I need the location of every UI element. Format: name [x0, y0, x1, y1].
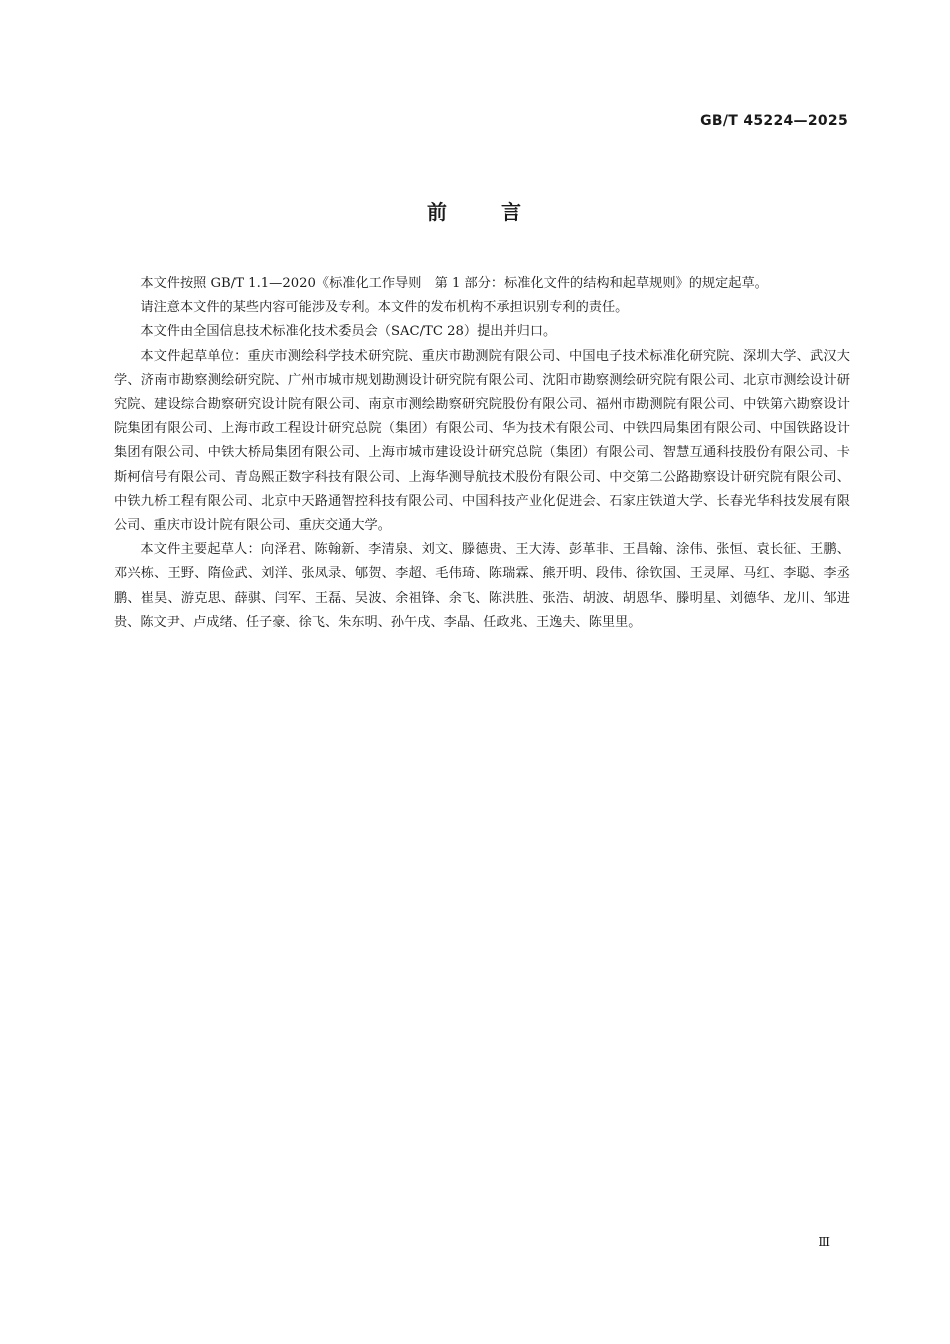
foreword-body [114, 272, 850, 635]
paragraph-drafters: 本文件主要起草人：向泽君、陈翰新、李清泉、刘文、滕德贵、王大涛、彭革非、王昌翰、涂伟、张恒、袁长征、王鹏、邓兴栋、王野、隋俭武、刘洋、张凤录、郇贺、李超、毛伟琦、陈瑞霖、熊开明、段伟、徐钦国、王灵犀、马红、李聪、李丞鹏、崔昊、游克思、薛骐、闫军、王磊、吴波、余祖锋、余飞、陈洪胜、张浩、胡波、胡恩华、滕明星、刘德华、龙川、邹进贵、陈文尹、卢成绪、任子豪、徐飞、朱东明、孙午戌、李晶、任政兆、王逸夫、陈里里。 [114, 542, 850, 630]
title-char-2: 言 [501, 200, 523, 224]
page-number: Ⅲ [818, 1235, 830, 1249]
page-title [0, 196, 950, 225]
paragraph-drafting-organizations: 本文件起草单位：重庆市测绘科学技术研究院、重庆市勘测院有限公司、中国电子技术标准化研究院、深圳大学、武汉大学、济南市勘察测绘研究院、广州市城市规划勘测设计研究院有限公司、沈阳市勘察测绘研究院有限公司、北京市测绘设计研究院、建设综合勘察研究设计院有限公司、南京市测绘勘察研究院股份有限公司、福州市勘测院有限公司、中铁第六勘察设计院集团有限公司、上海市政工程设计研究总院（集团）有限公司、华为技术有限公司、中铁四局集团有限公司、中国铁路设计集团有限公司、中铁大桥局集团有限公司、上海市城市建设设计研究总院（集团）有限公司、智慧互通科技股份有限公司、卡斯柯信号有限公司、青岛熙正数字科技有限公司、上海华测导航技术股份有限公司、中交第二公路勘察设计研究院有限公司、中铁九桥工程有限公司、北京中天路通智控科技有限公司、中国科技产业化促进会、石家庄铁道大学、长春光华科技发展有限公司、重庆市设计院有限公司、重庆交通大学。 [114, 348, 850, 534]
paragraph-proposer: 本文件由全国信息技术标准化技术委员会（SAC/TC 28）提出并归口。 [140, 324, 557, 340]
standard-number: GB/T 45224—2025 [700, 113, 848, 129]
paragraph-patent-notice: 请注意本文件的某些内容可能涉及专利。本文件的发布机构不承担识别专利的责任。 [140, 300, 629, 316]
paragraph-drafting-rules: 本文件按照 GB/T 1.1—2020《标准化工作导则 第 1 部分：标准化文件的结构和起草规则》的规定起草。 [140, 276, 768, 291]
title-char-1: 前 [427, 200, 449, 224]
